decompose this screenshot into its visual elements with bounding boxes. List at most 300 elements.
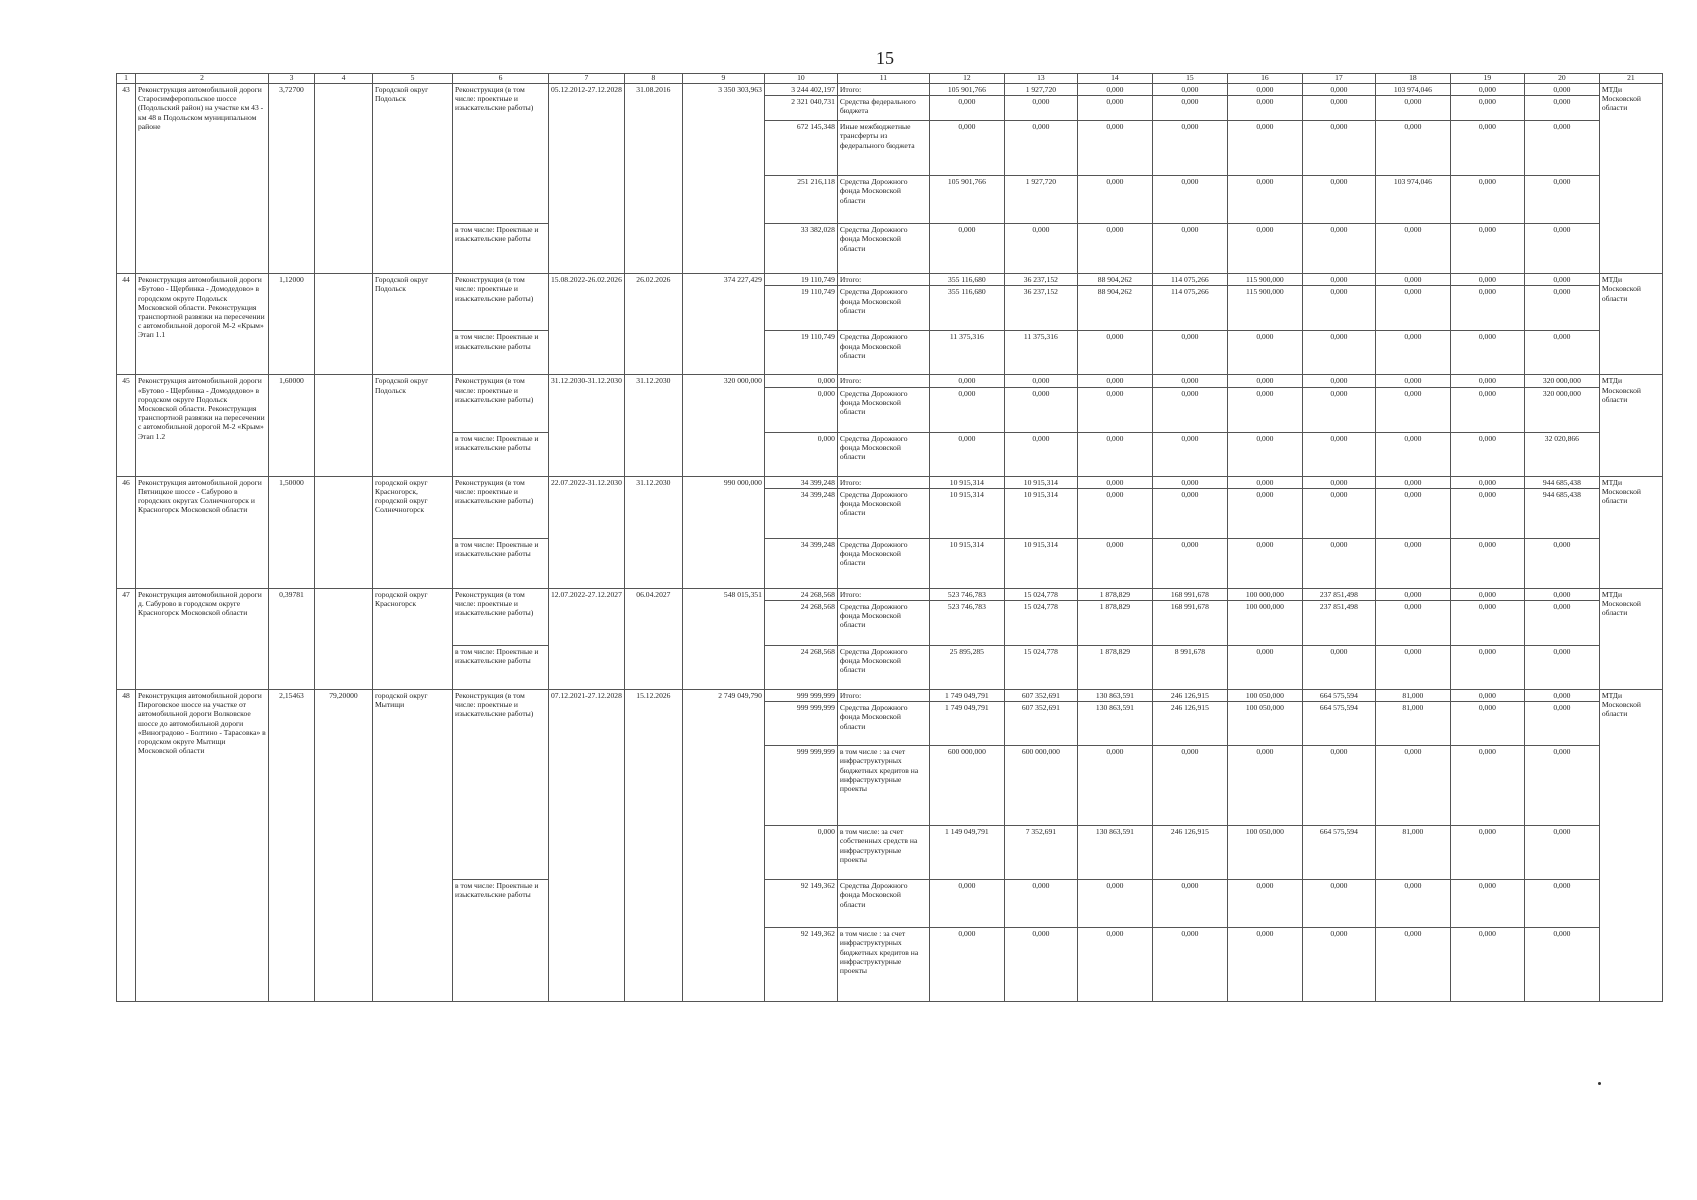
year-amount: 0,000 (929, 121, 1004, 176)
year-amount: 88 904,262 (1077, 274, 1152, 286)
year-amount: 0,000 (1004, 880, 1077, 928)
column-number: 7 (549, 74, 625, 84)
year-amount: 0,000 (1375, 286, 1450, 331)
year-amount: 0,000 (1077, 331, 1152, 375)
funding-source: Средства Дорожного фонда Московской области (837, 601, 929, 646)
year-amount: 0,000 (1450, 690, 1524, 702)
column-number: 21 (1599, 74, 1662, 84)
year-amount: 0,000 (1450, 588, 1524, 600)
year-amount: 523 746,783 (929, 588, 1004, 600)
year-amount: 25 895,285 (929, 646, 1004, 690)
column-number: 10 (764, 74, 837, 84)
year-amount: 523 746,783 (929, 601, 1004, 646)
year-amount: 0,000 (1450, 601, 1524, 646)
column-number-row (117, 74, 1663, 84)
year-amount: 0,000 (1375, 387, 1450, 432)
funding-source: Средства Дорожного фонда Московской области (837, 224, 929, 274)
year-amount: 0,000 (1375, 224, 1450, 274)
year-amount: 0,000 (1450, 432, 1524, 476)
year-amount: 103 974,046 (1375, 176, 1450, 224)
year-amount: 100 050,000 (1227, 826, 1302, 880)
municipality: Городской округ Подольск (373, 274, 453, 375)
year-amount: 0,000 (1375, 646, 1450, 690)
year-amount: 130 863,591 (1077, 702, 1152, 746)
estimated-cost: 374 227,429 (682, 274, 764, 375)
work-period: 31.12.2030-31.12.2030 (549, 375, 625, 476)
year-amount: 0,000 (1450, 96, 1524, 121)
estimated-cost: 548 015,351 (682, 588, 764, 689)
object-name: Реконструкция автомобильной дороги «Бутово - Щербинка - Домодедово» в городском округе Подольск Московской области. Реконструкция транспортной развязки на пересечении с автомобильной дорогой М-2 «Крым» Этап 1.1 (136, 274, 269, 375)
financed-before: 672 145,348 (764, 121, 837, 176)
year-amount: 0,000 (1077, 880, 1152, 928)
year-amount: 0,000 (1077, 96, 1152, 121)
work-type: Реконструкция (в том числе: проектные и изыскательские работы) (453, 84, 549, 224)
row-number: 46 (117, 476, 136, 588)
year-amount: 0,000 (1152, 96, 1227, 121)
estimated-cost: 990 000,000 (682, 476, 764, 588)
year-amount: 600 000,000 (929, 746, 1004, 826)
year-amount: 0,000 (1450, 746, 1524, 826)
year-amount: 0,000 (1077, 746, 1152, 826)
year-amount: 0,000 (1227, 746, 1302, 826)
year-amount: 0,000 (1450, 826, 1524, 880)
project-row (117, 84, 1663, 96)
year-amount: 0,000 (1450, 84, 1524, 96)
year-amount: 0,000 (1004, 96, 1077, 121)
year-amount: 944 685,438 (1524, 476, 1599, 488)
year-amount: 0,000 (1077, 538, 1152, 588)
year-amount: 0,000 (1227, 176, 1302, 224)
work-type: Реконструкция (в том числе: проектные и изыскательские работы) (453, 476, 549, 538)
year-amount: 105 901,766 (929, 84, 1004, 96)
year-amount: 81,000 (1375, 702, 1450, 746)
funding-source: Итого: (837, 690, 929, 702)
column-number: 20 (1524, 74, 1599, 84)
column-number: 5 (373, 74, 453, 84)
year-amount: 0,000 (929, 387, 1004, 432)
financed-before: 19 110,749 (764, 286, 837, 331)
work-type-design: в том числе: Проектные и изыскательские работы (453, 331, 549, 375)
financed-before: 92 149,362 (764, 928, 837, 1002)
year-amount: 114 075,266 (1152, 274, 1227, 286)
year-amount: 1 927,720 (1004, 84, 1077, 96)
municipality: городской округ Красногорск (373, 588, 453, 689)
year-amount: 0,000 (1302, 746, 1375, 826)
municipality: Городской округ Подольск (373, 375, 453, 476)
year-amount: 32 020,866 (1524, 432, 1599, 476)
year-amount: 0,000 (1227, 488, 1302, 538)
funding-source: Итого: (837, 375, 929, 387)
column-number: 2 (136, 74, 269, 84)
year-amount: 0,000 (1227, 880, 1302, 928)
year-amount: 0,000 (1375, 488, 1450, 538)
year-amount: 0,000 (1524, 84, 1599, 96)
funding-source: Средства Дорожного фонда Московской области (837, 286, 929, 331)
funding-source: Итого: (837, 274, 929, 286)
year-amount: 10 915,314 (929, 488, 1004, 538)
year-amount: 7 352,691 (1004, 826, 1077, 880)
column-number: 14 (1077, 74, 1152, 84)
year-amount: 0,000 (1227, 224, 1302, 274)
funding-source: Средства Дорожного фонда Московской области (837, 488, 929, 538)
work-type: Реконструкция (в том числе: проектные и изыскательские работы) (453, 588, 549, 645)
project-row (117, 476, 1663, 488)
year-amount: 0,000 (1375, 476, 1450, 488)
financed-before: 24 268,568 (764, 588, 837, 600)
year-amount: 0,000 (1450, 646, 1524, 690)
financed-before: 92 149,362 (764, 880, 837, 928)
column-4-value (315, 476, 373, 588)
responsible-executor: МТДи Московской области (1599, 375, 1662, 476)
year-amount: 0,000 (1375, 746, 1450, 826)
year-amount: 0,000 (929, 880, 1004, 928)
funding-source: Средства Дорожного фонда Московской области (837, 387, 929, 432)
year-amount: 0,000 (1152, 880, 1227, 928)
column-number: 4 (315, 74, 373, 84)
year-amount: 0,000 (1524, 646, 1599, 690)
year-amount: 0,000 (1302, 646, 1375, 690)
responsible-executor: МТДи Московской области (1599, 476, 1662, 588)
year-amount: 0,000 (1524, 746, 1599, 826)
year-amount: 0,000 (1004, 375, 1077, 387)
object-length: 2,15463 (269, 690, 315, 1002)
estimated-cost: 320 000,000 (682, 375, 764, 476)
column-number: 12 (929, 74, 1004, 84)
year-amount: 0,000 (1152, 387, 1227, 432)
year-amount: 0,000 (1077, 121, 1152, 176)
completion-date: 06.04.2027 (624, 588, 682, 689)
year-amount: 11 375,316 (929, 331, 1004, 375)
year-amount: 1 749 049,791 (929, 702, 1004, 746)
financed-before: 0,000 (764, 432, 837, 476)
year-amount: 0,000 (929, 96, 1004, 121)
column-number: 8 (624, 74, 682, 84)
year-amount: 0,000 (1302, 176, 1375, 224)
municipality: городской округ Красногорск, городской округ Солнечногорск (373, 476, 453, 588)
year-amount: 0,000 (1152, 538, 1227, 588)
project-row (117, 274, 1663, 286)
funding-source: в том числе: за счет собственных средств на инфраструктурные проекты (837, 826, 929, 880)
financed-before: 999 999,999 (764, 746, 837, 826)
year-amount: 100 000,000 (1227, 601, 1302, 646)
year-amount: 0,000 (1524, 826, 1599, 880)
year-amount: 105 901,766 (929, 176, 1004, 224)
work-type-design: в том числе: Проектные и изыскательские работы (453, 432, 549, 476)
work-period: 12.07.2022-27.12.2027 (549, 588, 625, 689)
column-4-value: 79,20000 (315, 690, 373, 1002)
year-amount: 0,000 (1450, 488, 1524, 538)
work-period: 15.08.2022-26.02.2026 (549, 274, 625, 375)
year-amount: 15 024,778 (1004, 588, 1077, 600)
year-amount: 0,000 (1450, 538, 1524, 588)
year-amount: 607 352,691 (1004, 702, 1077, 746)
year-amount: 0,000 (1450, 387, 1524, 432)
year-amount: 0,000 (1524, 928, 1599, 1002)
year-amount: 246 126,915 (1152, 826, 1227, 880)
year-amount: 0,000 (1152, 375, 1227, 387)
responsible-executor: МТДи Московской области (1599, 84, 1662, 274)
financed-before: 24 268,568 (764, 646, 837, 690)
funding-source: в том числе : за счет инфраструктурных бюджетных кредитов на инфраструктурные проекты (837, 928, 929, 1002)
responsible-executor: МТДи Московской области (1599, 274, 1662, 375)
column-4-value (315, 588, 373, 689)
year-amount: 0,000 (1004, 928, 1077, 1002)
year-amount: 1 927,720 (1004, 176, 1077, 224)
financed-before: 3 244 402,197 (764, 84, 837, 96)
completion-date: 31.12.2030 (624, 375, 682, 476)
year-amount: 0,000 (1375, 601, 1450, 646)
year-amount: 0,000 (1524, 331, 1599, 375)
year-amount: 0,000 (929, 928, 1004, 1002)
column-4-value (315, 375, 373, 476)
year-amount: 0,000 (1302, 84, 1375, 96)
year-amount: 355 116,680 (929, 286, 1004, 331)
completion-date: 31.08.2016 (624, 84, 682, 274)
column-number: 11 (837, 74, 929, 84)
year-amount: 246 126,915 (1152, 690, 1227, 702)
year-amount: 0,000 (1450, 928, 1524, 1002)
year-amount: 0,000 (1152, 432, 1227, 476)
financed-before: 34 399,248 (764, 476, 837, 488)
financed-before: 0,000 (764, 826, 837, 880)
year-amount: 10 915,314 (1004, 488, 1077, 538)
year-amount: 0,000 (1077, 375, 1152, 387)
work-period: 07.12.2021-27.12.2028 (549, 690, 625, 1002)
municipality: городской округ Мытищи (373, 690, 453, 1002)
year-amount: 0,000 (1450, 286, 1524, 331)
table-body (117, 84, 1663, 1002)
column-number: 1 (117, 74, 136, 84)
row-number: 43 (117, 84, 136, 274)
year-amount: 0,000 (1302, 488, 1375, 538)
year-amount: 0,000 (1077, 176, 1152, 224)
scan-mark (1598, 1082, 1601, 1085)
object-length: 3,72700 (269, 84, 315, 274)
year-amount: 130 863,591 (1077, 826, 1152, 880)
column-number: 3 (269, 74, 315, 84)
year-amount: 237 851,498 (1302, 588, 1375, 600)
object-name: Реконструкция автомобильной дороги «Бутово - Щербинка - Домодедово» в городском округе Подольск Московской области. Реконструкция транспортной развязки на пересечении с автомобильной дорогой М-2 «Крым» Этап 1.2 (136, 375, 269, 476)
year-amount: 0,000 (929, 375, 1004, 387)
year-amount: 0,000 (1227, 84, 1302, 96)
year-amount: 246 126,915 (1152, 702, 1227, 746)
work-type-design: в том числе: Проектные и изыскательские работы (453, 646, 549, 690)
project-row (117, 690, 1663, 702)
work-type: Реконструкция (в том числе: проектные и изыскательские работы) (453, 690, 549, 880)
year-amount: 0,000 (1524, 538, 1599, 588)
funding-source: Средства Дорожного фонда Московской области (837, 538, 929, 588)
year-amount: 1 878,829 (1077, 588, 1152, 600)
year-amount: 0,000 (1227, 387, 1302, 432)
year-amount: 320 000,000 (1524, 375, 1599, 387)
estimated-cost: 3 350 303,963 (682, 84, 764, 274)
column-number: 9 (682, 74, 764, 84)
object-length: 1,60000 (269, 375, 315, 476)
year-amount: 36 237,152 (1004, 286, 1077, 331)
funding-source: Средства Дорожного фонда Московской области (837, 176, 929, 224)
year-amount: 0,000 (1524, 702, 1599, 746)
year-amount: 0,000 (1524, 286, 1599, 331)
work-type: Реконструкция (в том числе: проектные и изыскательские работы) (453, 274, 549, 331)
year-amount: 0,000 (1152, 476, 1227, 488)
funding-source: в том числе : за счет инфраструктурных бюджетных кредитов на инфраструктурные проекты (837, 746, 929, 826)
funding-source: Средства федерального бюджета (837, 96, 929, 121)
year-amount: 0,000 (1077, 476, 1152, 488)
year-amount: 0,000 (1375, 96, 1450, 121)
financed-before: 19 110,749 (764, 331, 837, 375)
year-amount: 0,000 (1227, 646, 1302, 690)
year-amount: 115 900,000 (1227, 274, 1302, 286)
year-amount: 0,000 (1227, 476, 1302, 488)
year-amount: 0,000 (1302, 274, 1375, 286)
year-amount: 0,000 (1524, 588, 1599, 600)
year-amount: 0,000 (1302, 476, 1375, 488)
year-amount: 0,000 (1450, 224, 1524, 274)
work-period: 05.12.2012-27.12.2028 (549, 84, 625, 274)
year-amount: 168 991,678 (1152, 588, 1227, 600)
program-table (116, 73, 1663, 1002)
year-amount: 0,000 (1450, 176, 1524, 224)
year-amount: 0,000 (1152, 84, 1227, 96)
year-amount: 0,000 (1004, 387, 1077, 432)
funding-source: Итого: (837, 84, 929, 96)
funding-source: Средства Дорожного фонда Московской области (837, 331, 929, 375)
year-amount: 0,000 (1077, 387, 1152, 432)
financed-before: 251 216,118 (764, 176, 837, 224)
year-amount: 0,000 (1302, 928, 1375, 1002)
year-amount: 0,000 (929, 224, 1004, 274)
year-amount: 664 575,594 (1302, 826, 1375, 880)
year-amount: 237 851,498 (1302, 601, 1375, 646)
year-amount: 168 991,678 (1152, 601, 1227, 646)
year-amount: 10 915,314 (929, 538, 1004, 588)
row-number: 48 (117, 690, 136, 1002)
year-amount: 607 352,691 (1004, 690, 1077, 702)
year-amount: 0,000 (1004, 121, 1077, 176)
year-amount: 0,000 (1450, 274, 1524, 286)
year-amount: 15 024,778 (1004, 646, 1077, 690)
object-length: 1,12000 (269, 274, 315, 375)
financed-before: 33 382,028 (764, 224, 837, 274)
year-amount: 0,000 (929, 432, 1004, 476)
year-amount: 0,000 (1302, 96, 1375, 121)
year-amount: 81,000 (1375, 690, 1450, 702)
year-amount: 0,000 (1302, 224, 1375, 274)
year-amount: 0,000 (1302, 432, 1375, 476)
column-number: 17 (1302, 74, 1375, 84)
year-amount: 10 915,314 (1004, 538, 1077, 588)
funding-source: Средства Дорожного фонда Московской области (837, 702, 929, 746)
year-amount: 0,000 (1524, 601, 1599, 646)
year-amount: 0,000 (1227, 538, 1302, 588)
year-amount: 1 878,829 (1077, 646, 1152, 690)
financed-before: 999 999,999 (764, 702, 837, 746)
row-number: 45 (117, 375, 136, 476)
year-amount: 0,000 (1450, 375, 1524, 387)
year-amount: 0,000 (1450, 121, 1524, 176)
column-number: 16 (1227, 74, 1302, 84)
financed-before: 0,000 (764, 375, 837, 387)
page-number: 15 (876, 48, 894, 68)
year-amount: 0,000 (1227, 121, 1302, 176)
funding-source: Иные межбюджетные трансферты из федерального бюджета (837, 121, 929, 176)
column-number: 13 (1004, 74, 1077, 84)
financed-before: 34 399,248 (764, 488, 837, 538)
year-amount: 0,000 (1152, 331, 1227, 375)
year-amount: 0,000 (1375, 588, 1450, 600)
year-amount: 0,000 (1450, 702, 1524, 746)
year-amount: 130 863,591 (1077, 690, 1152, 702)
year-amount: 0,000 (1152, 176, 1227, 224)
year-amount: 100 000,000 (1227, 588, 1302, 600)
project-row (117, 588, 1663, 600)
year-amount: 88 904,262 (1077, 286, 1152, 331)
year-amount: 103 974,046 (1375, 84, 1450, 96)
column-number: 18 (1375, 74, 1450, 84)
financed-before: 34 399,248 (764, 538, 837, 588)
object-name: Реконструкция автомобильной дороги Старосимферопольское шоссе (Подольский район) на участке км 43 - км 48 в Подольском муниципальном районе (136, 84, 269, 274)
funding-source: Средства Дорожного фонда Московской области (837, 646, 929, 690)
object-length: 1,50000 (269, 476, 315, 588)
year-amount: 0,000 (1524, 176, 1599, 224)
funding-source: Средства Дорожного фонда Московской области (837, 432, 929, 476)
year-amount: 0,000 (1375, 274, 1450, 286)
object-length: 0,39781 (269, 588, 315, 689)
row-number: 47 (117, 588, 136, 689)
work-type-design: в том числе: Проектные и изыскательские работы (453, 224, 549, 274)
year-amount: 0,000 (1450, 880, 1524, 928)
year-amount: 115 900,000 (1227, 286, 1302, 331)
financed-before: 24 268,568 (764, 601, 837, 646)
column-4-value (315, 84, 373, 274)
column-number: 19 (1450, 74, 1524, 84)
year-amount: 0,000 (1227, 432, 1302, 476)
year-amount: 1 878,829 (1077, 601, 1152, 646)
year-amount: 0,000 (1077, 224, 1152, 274)
year-amount: 0,000 (1524, 96, 1599, 121)
row-number: 44 (117, 274, 136, 375)
object-name: Реконструкция автомобильной дороги д. Сабурово в городском округе Красногорск Московской области (136, 588, 269, 689)
year-amount: 0,000 (1227, 331, 1302, 375)
year-amount: 600 000,000 (1004, 746, 1077, 826)
work-type-design: в том числе: Проектные и изыскательские работы (453, 880, 549, 1002)
financed-before: 999 999,999 (764, 690, 837, 702)
year-amount: 0,000 (1227, 928, 1302, 1002)
year-amount: 0,000 (1077, 488, 1152, 538)
year-amount: 100 050,000 (1227, 702, 1302, 746)
completion-date: 26.02.2026 (624, 274, 682, 375)
year-amount: 0,000 (1152, 121, 1227, 176)
object-name: Реконструкция автомобильной дороги Пироговское шоссе на участке от автомобильной дороги Волковское шоссе до автомобильной дороги «Виноградово - Болтино - Тарасовка» в городском округе Мытищи Московской области (136, 690, 269, 1002)
year-amount: 0,000 (1302, 880, 1375, 928)
year-amount: 0,000 (1004, 224, 1077, 274)
year-amount: 0,000 (1302, 387, 1375, 432)
year-amount: 664 575,594 (1302, 690, 1375, 702)
year-amount: 0,000 (1375, 375, 1450, 387)
funding-source: Итого: (837, 588, 929, 600)
year-amount: 8 991,678 (1152, 646, 1227, 690)
year-amount: 15 024,778 (1004, 601, 1077, 646)
year-amount: 0,000 (1450, 331, 1524, 375)
year-amount: 0,000 (1375, 538, 1450, 588)
financed-before: 2 321 040,731 (764, 96, 837, 121)
year-amount: 11 375,316 (1004, 331, 1077, 375)
completion-date: 31.12.2030 (624, 476, 682, 588)
work-type: Реконструкция (в том числе: проектные и изыскательские работы) (453, 375, 549, 432)
year-amount: 0,000 (1302, 375, 1375, 387)
year-amount: 1 749 049,791 (929, 690, 1004, 702)
year-amount: 0,000 (1302, 331, 1375, 375)
